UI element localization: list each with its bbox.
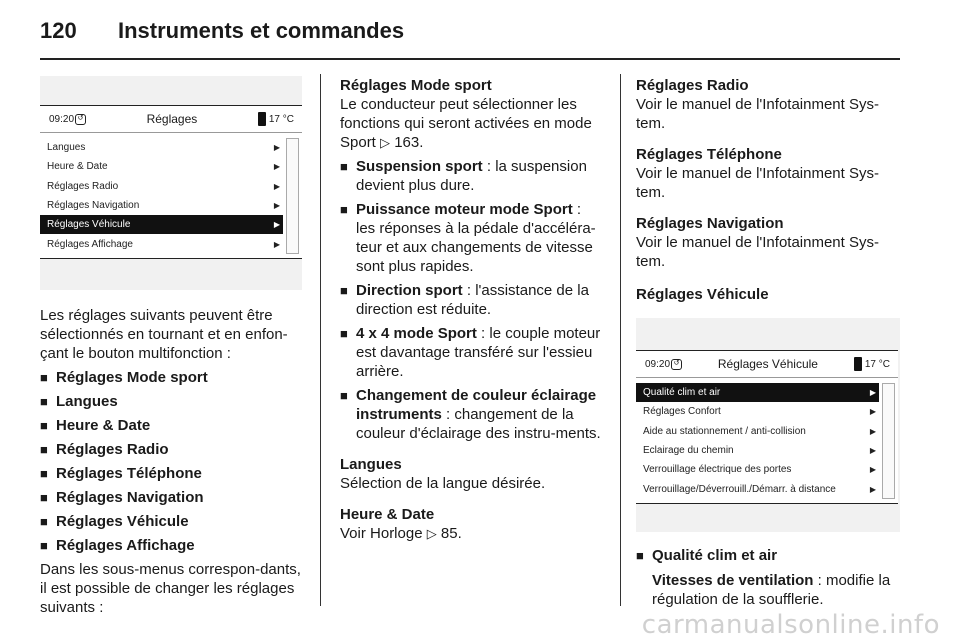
clock: 09:20 xyxy=(645,358,671,370)
page-ref-icon: ▷ xyxy=(426,526,437,541)
sport-option: ■ 4 x 4 mode Sport : le couple moteur est davantage transféré sur l'essieu arrière. xyxy=(340,325,601,380)
navigation-text: Voir le manuel de l'Infotainment Sys-tem. xyxy=(636,234,879,270)
settings-screen xyxy=(40,105,302,259)
menu-item[interactable] xyxy=(40,177,283,196)
column-divider xyxy=(320,74,321,606)
column-1 xyxy=(40,76,302,617)
sport-option: ■ Suspension sport : la suspension devient plus dure. xyxy=(340,158,587,194)
menu-list xyxy=(40,138,283,254)
menu-item[interactable] xyxy=(40,138,283,157)
heading-heure: Heure & Date xyxy=(340,506,435,523)
menu-item-label: Eclairage du chemin xyxy=(643,445,734,457)
chevron-right-icon: ▶ xyxy=(869,446,876,456)
chevron-right-icon: ▶ xyxy=(273,143,280,153)
sport-option: ■ Changement de couleur éclairage instruments : changement de la couleur d'éclairage des instru-ments. xyxy=(340,387,601,442)
bullet-item: ■ Réglages Radio xyxy=(40,441,169,458)
settings-screen-figure xyxy=(40,76,302,290)
temperature: 17 °C xyxy=(854,355,890,374)
back-icon: ↺ xyxy=(671,359,682,370)
menu-item-label: Verrouillage/Déverrouill./Démarr. à distance xyxy=(643,483,836,495)
menu-item[interactable] xyxy=(40,196,283,215)
header-rule xyxy=(40,58,900,60)
bullet-item: ■ Heure & Date xyxy=(40,417,151,434)
settings-bullet-list xyxy=(40,368,302,555)
chevron-right-icon: ▶ xyxy=(869,465,876,475)
sport-text: Le conducteur peut sélectionner les fonctions qui seront activées en mode Sport ▷ 163. xyxy=(340,96,592,151)
menu-item[interactable] xyxy=(636,383,879,402)
intro-text: Les réglages suivants peuvent être sélectionnés en tournant et en enfon-çant le bouton multifonction : xyxy=(40,307,288,362)
screen-header xyxy=(636,351,898,378)
menu-item-label: Réglages Affichage xyxy=(47,238,133,250)
menu-item-label: Réglages Véhicule xyxy=(47,219,131,231)
menu-item[interactable] xyxy=(636,479,879,498)
heading-radio: Réglages Radio xyxy=(636,77,749,94)
heading-sport: Réglages Mode sport xyxy=(340,77,492,94)
column-3 xyxy=(636,76,902,609)
menu-item-label: Réglages Navigation xyxy=(47,200,140,212)
thermometer-icon xyxy=(258,112,266,126)
watermark: carmanualsonline.info xyxy=(641,610,940,640)
menu-item[interactable] xyxy=(40,234,283,253)
langues-text: Sélection de la langue désirée. xyxy=(340,475,546,492)
menu-item-label: Heure & Date xyxy=(47,161,108,173)
page-title: Instruments et commandes xyxy=(118,18,405,43)
sport-option: ■ Puissance moteur mode Sport : les réponses à la pédale d'accéléra-teur et aux changements de vitesse sont plus rapides. xyxy=(340,201,596,275)
chevron-right-icon: ▶ xyxy=(273,181,280,191)
thermometer-icon xyxy=(854,357,862,371)
heading-navigation: Réglages Navigation xyxy=(636,215,784,232)
heading-vehicule: Réglages Véhicule xyxy=(636,286,769,303)
chevron-right-icon: ▶ xyxy=(273,220,280,230)
menu-item-label: Réglages Radio xyxy=(47,180,119,192)
bullet-item: ■ Réglages Mode sport xyxy=(40,369,208,386)
page-number: 120 xyxy=(40,18,77,43)
bullet-item: ■ Réglages Navigation xyxy=(40,489,204,506)
menu-item-label: Réglages Confort xyxy=(643,406,721,418)
sport-options-list xyxy=(340,157,602,443)
vehicle-screen-figure xyxy=(636,318,900,532)
temperature: 17 °C xyxy=(258,110,294,129)
page-ref-icon: ▷ xyxy=(380,135,391,150)
bullet-item: ■ Réglages Véhicule xyxy=(40,513,189,530)
menu-item-label: Verrouillage électrique des portes xyxy=(643,464,792,476)
menu-item[interactable] xyxy=(636,460,879,479)
chevron-right-icon: ▶ xyxy=(869,484,876,494)
heading-langues: Langues xyxy=(340,456,402,473)
screen-title: Réglages Véhicule xyxy=(717,356,818,371)
menu-item[interactable] xyxy=(636,441,879,460)
menu-item-label: Langues xyxy=(47,142,86,154)
chevron-right-icon: ▶ xyxy=(273,239,280,249)
heure-text: Voir Horloge ▷ 85. xyxy=(340,525,462,542)
clock: 09:20 xyxy=(49,113,75,125)
chevron-right-icon: ▶ xyxy=(869,388,876,398)
page-header xyxy=(40,18,404,48)
vehicle-screen xyxy=(636,350,898,504)
bullet-qualite: ■ Qualité clim et air xyxy=(636,547,778,564)
column-2 xyxy=(340,76,602,543)
menu-item[interactable] xyxy=(40,215,283,234)
chevron-right-icon: ▶ xyxy=(273,162,280,172)
bullet-item: ■ Réglages Affichage xyxy=(40,537,195,554)
menu-list xyxy=(636,383,879,499)
radio-text: Voir le manuel de l'Infotainment Sys-tem. xyxy=(636,96,879,132)
screen-header xyxy=(40,106,302,133)
chevron-right-icon: ▶ xyxy=(869,426,876,436)
ventilation-text: Vitesses de ventilation : modifie la régulation de la soufflerie. xyxy=(652,572,891,608)
outro-text: Dans les sous-menus correspon-dants, il est possible de changer les réglages suivants : xyxy=(40,561,301,616)
column-divider xyxy=(620,74,621,606)
scrollbar[interactable] xyxy=(286,138,299,254)
sport-option: ■ Direction sport : l'assistance de la direction est réduite. xyxy=(340,282,589,318)
menu-item-label: Qualité clim et air xyxy=(643,387,721,399)
menu-item[interactable] xyxy=(40,157,283,176)
bullet-item: ■ Langues xyxy=(40,393,118,410)
menu-item[interactable] xyxy=(636,402,879,421)
chevron-right-icon: ▶ xyxy=(869,407,876,417)
menu-item[interactable] xyxy=(636,422,879,441)
chevron-right-icon: ▶ xyxy=(273,201,280,211)
scrollbar[interactable] xyxy=(882,383,895,499)
menu-item-label: Aide au stationnement / anti-collision xyxy=(643,425,806,437)
screen-title: Réglages xyxy=(146,111,198,126)
heading-telephone: Réglages Téléphone xyxy=(636,146,782,163)
bullet-item: ■ Réglages Téléphone xyxy=(40,465,202,482)
back-icon: ↺ xyxy=(75,114,86,125)
telephone-text: Voir le manuel de l'Infotainment Sys-tem. xyxy=(636,165,879,201)
